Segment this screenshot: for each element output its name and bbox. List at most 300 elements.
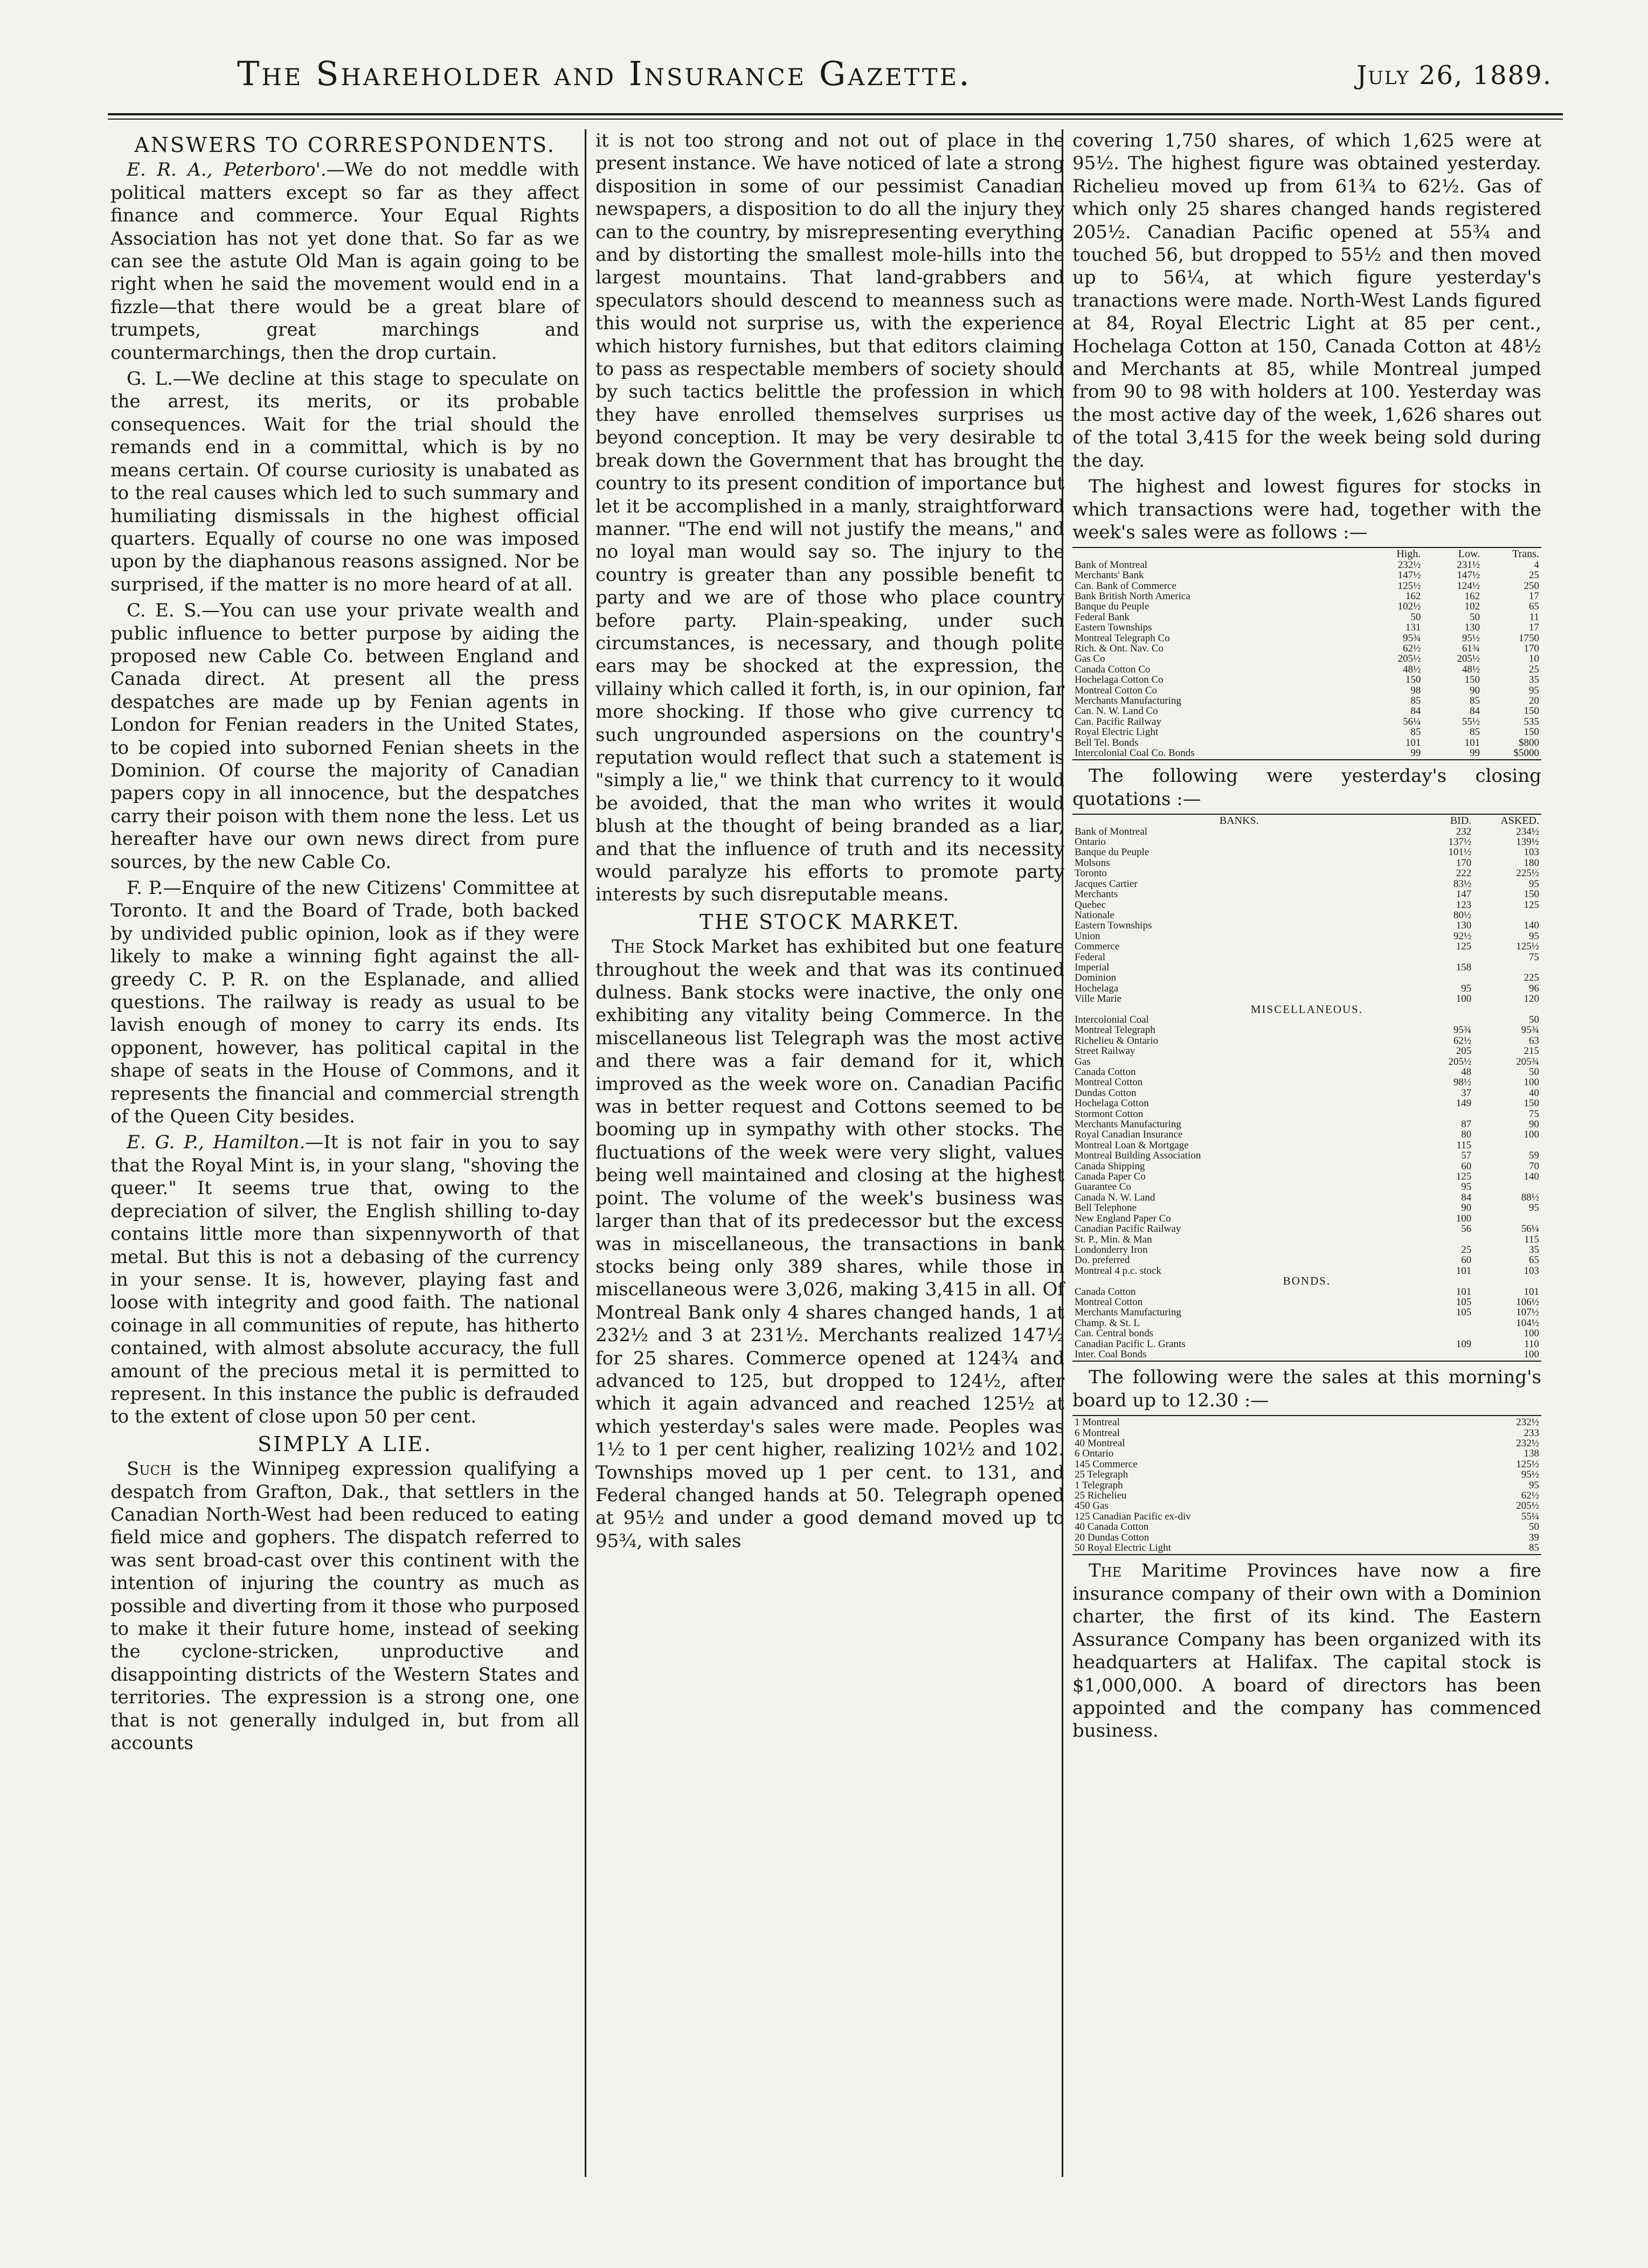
value-cell: 56 (1461, 1224, 1472, 1234)
paragraph-text: —You can use your private wealth and public influence to better purpose by aiding the proposed new Cable Co. between England and Canada direct. At present all the press despatches are made up by Fenian agents in London for Fenian readers in the United States, to be copied into suborned Fenian sheets in the Dominion. Of course the majority of Canadian papers copy in all innocence, but the despatches carry their poison with them none the less. Let us hereafter have our own news direct from pure sources, by the new Cable Co. (110, 600, 579, 873)
value-cell (1406, 973, 1474, 983)
paragraph-text: —We decline at this stage to speculate on the arrest, its merits, or its probable consequences. Wait for the trial should the remands end in a committal, which is by no means certain. Of course curiosity is unabated as to the real causes which led to such summary and humiliating dismissals in the highest official quarters. Equally of course no one was imposed upon by the diaphanous reasons assigned. Nor be surprised, if the matter is no more heard of at all. (110, 368, 579, 595)
stock-name-cell: Commerce (1075, 941, 1120, 952)
column-1 (110, 129, 579, 1758)
value-cell: 25 (1461, 1244, 1472, 1256)
value-cell: 150 (1464, 675, 1480, 685)
value-cell: 535 (1524, 716, 1539, 727)
value-cell: 150 (1524, 1098, 1539, 1109)
table-row (1072, 994, 1541, 1004)
column-divider (585, 129, 586, 2177)
sale-row (1072, 1543, 1541, 1553)
value-cell: 95 (1461, 983, 1472, 994)
top-rule-thin (108, 119, 1563, 120)
section-row (1072, 1004, 1541, 1015)
paragraph-text: —Enquire of the new Citizens' Committee at Toronto. It and the Board of Trade, both backed by undivided public opinion, look as if they were likely to make a winning fight against the all-greedy C. P. R. on the Esplanade, and allied questions. The railway is ready as usual to be lavish enough of money to carry its ends. Its opponent, however, has political capital in the shape of seats in the House of Commons, and it represents the financial and commercial strength of the Queen City besides. (110, 877, 579, 1128)
stock-name-cell: Canada Cotton (1075, 1067, 1136, 1078)
paragraph-lead: F. P. (127, 877, 163, 899)
value-cell: 4 (1534, 559, 1539, 571)
value-cell: 125½ (1397, 580, 1421, 591)
value-cell: 90 (1470, 685, 1480, 696)
paragraph (110, 367, 579, 596)
stock-name-cell: Bell Telephone (1075, 1203, 1137, 1213)
value-cell: 205 (1456, 1046, 1472, 1057)
value-cell: 170 (1456, 857, 1472, 869)
value-cell: 65 (1529, 1255, 1539, 1266)
value-cell: 130 (1456, 920, 1472, 931)
stock-name-cell: 6 Ontario (1075, 1448, 1114, 1460)
value-cell: 48½ (1462, 664, 1480, 675)
table-row (1072, 1171, 1541, 1182)
stock-name-cell: 20 Dundas Cotton (1075, 1531, 1150, 1543)
column-header: High. (1396, 549, 1421, 560)
stock-name-cell: 145 Commerce (1075, 1458, 1138, 1470)
value-cell: 150 (1524, 727, 1539, 738)
masthead (108, 48, 1563, 108)
stock-name-cell: Inter. Coal Bonds (1075, 1349, 1147, 1360)
closing-quotations-table (1072, 814, 1541, 1362)
table-row (1072, 1109, 1541, 1119)
stock-name-cell: Federal (1075, 952, 1105, 962)
value-cell: 130 (1464, 622, 1480, 633)
value-cell (1473, 910, 1541, 920)
morning-sales-table (1072, 1415, 1541, 1555)
table-row (1072, 612, 1541, 622)
value-cell: 125½ (1516, 941, 1539, 952)
value-cell: 17 (1529, 591, 1539, 602)
value-cell: 60 (1461, 1161, 1472, 1172)
section-label: MISCELLANEOUS. (1250, 1004, 1363, 1015)
table-row (1072, 717, 1541, 727)
value-cell (1406, 1349, 1474, 1360)
value-cell: $800 (1519, 737, 1539, 748)
value-cell: 233 (1524, 1427, 1539, 1439)
table-row (1072, 889, 1541, 899)
value-cell: 25 (1529, 570, 1539, 581)
stock-name-cell: Union (1075, 931, 1100, 942)
value-cell: 205½ (1457, 654, 1480, 664)
value-cell: 125½ (1516, 1458, 1539, 1470)
value-cell: 88½ (1521, 1192, 1539, 1203)
stock-name-cell: Montreal Cotton (1075, 1077, 1143, 1088)
value-cell: 140 (1524, 1171, 1539, 1182)
table-row (1072, 727, 1541, 737)
stock-name-cell: Merchants Manufacturing (1075, 1307, 1181, 1318)
sales-table (1072, 1417, 1541, 1553)
value-cell: 95¾ (1403, 633, 1421, 643)
value-cell: 101 (1405, 737, 1421, 748)
table-row (1072, 1266, 1541, 1276)
stock-name-cell: Montreal 4 p.c. stock (1075, 1265, 1161, 1277)
stock-name-cell: Bank of Montreal (1075, 559, 1148, 571)
table-row (1072, 900, 1541, 910)
stock-name-cell: Canada Cotton Co (1075, 664, 1151, 675)
value-cell: 147½ (1397, 570, 1421, 581)
table-row (1072, 570, 1541, 580)
stock-name-cell: Intercolonial Coal (1075, 1014, 1149, 1025)
table-row (1072, 837, 1541, 847)
value-cell: 85 (1410, 727, 1421, 738)
sale-row (1072, 1501, 1541, 1511)
value-cell: 170 (1524, 643, 1539, 654)
paragraph (110, 158, 579, 364)
paragraph: The following were the sales at this morning's board up to 12.30 :— (1072, 1367, 1541, 1411)
value-cell: 84 (1410, 706, 1421, 717)
stock-name-cell: Canada Cotton (1075, 1286, 1136, 1297)
top-rule (108, 113, 1563, 115)
value-cell: 87 (1461, 1119, 1472, 1130)
value-cell: 104½ (1516, 1317, 1539, 1329)
stock-name-cell: Royal Canadian Insurance (1075, 1129, 1183, 1140)
table-row (1072, 952, 1541, 962)
sale-row (1072, 1417, 1541, 1427)
paragraph-text: Stock Market has exhibited but one feature throughout the week and that was its continued dulness. Bank stocks were inactive, the only one exhibiting any vitality being Commerce. In the miscellaneous list Telegraph was the most active and there was a fair demand for it, which improved as the week wore on. Canadian Pacific was in better request and Cottons seemed to be booming up in sympathy with other stocks. The fluctuations of the week were very slight, values being well maintained and closing at the highest point. The volume of the week's business was larger than that of its predecessor but the excess was in miscellaneous, the transactions in bank stocks being only 389 shares, while those in miscellaneous were 3,026, making 3,415 in all. Of Montreal Bank only 4 shares changed hands, 1 at 232½ and 3 at 231½. Merchants realized 147½ for 25 shares. Commerce opened at 124¾ and advanced to 125, but dropped to 124½, after which it again advanced and reached 125½ at which yesterday's sales were made. Peoples was 1½ to 1 per cent higher, realizing 102½ and 102. Townships moved up 1 per cent. to 131, and Federal changed hands at 50. Telegraph opened at 95½ and under a good demand moved up to 95¾, with sales (596, 936, 1064, 1552)
value-cell: 100 (1524, 1349, 1539, 1360)
stock-name-cell: Nationale (1075, 910, 1114, 921)
table-row (1072, 601, 1541, 612)
value-cell: 95 (1529, 878, 1539, 890)
paragraph (110, 877, 579, 1128)
table-row (1072, 1161, 1541, 1171)
stock-name-cell: Can. Bank of Commerce (1075, 580, 1176, 591)
stock-name-cell: 1 Telegraph (1075, 1479, 1123, 1491)
stock-name-cell: Bank British North America (1075, 591, 1190, 602)
weekly-stock-table (1072, 547, 1541, 760)
value-cell: 232 (1456, 826, 1472, 837)
value-cell: 50 (1529, 1067, 1539, 1078)
column-header: ASKED. (1500, 816, 1539, 827)
table-row (1072, 748, 1541, 758)
value-cell: 50 (1529, 1521, 1539, 1533)
value-cell: 147 (1456, 889, 1472, 900)
value-cell: 125 (1456, 941, 1472, 952)
section-heading: SIMPLY A LIE. (257, 1432, 433, 1456)
stock-name-cell: Hochelaga Cotton Co (1075, 675, 1164, 685)
value-cell: 1750 (1519, 633, 1539, 643)
value-cell: 180 (1524, 857, 1539, 869)
stock-name-cell: Merchants' Bank (1075, 570, 1144, 581)
column-2 (596, 129, 1064, 1556)
value-cell: 102 (1464, 601, 1480, 612)
stock-name-cell: Ontario (1075, 837, 1106, 848)
table-row (1072, 1150, 1541, 1161)
value-cell: 234½ (1516, 826, 1539, 837)
column-3 (1072, 129, 1541, 1746)
value-cell: 222 (1456, 868, 1472, 879)
value-cell: 95¾ (1521, 1025, 1539, 1036)
stock-name-cell: Canada Paper Co (1075, 1171, 1146, 1182)
value-cell: 65 (1529, 601, 1539, 612)
table-row (1072, 581, 1541, 591)
stock-name-cell: Londonderry Iron (1075, 1244, 1148, 1256)
value-cell: 95¾ (1453, 1025, 1472, 1036)
value-cell: 57 (1461, 1150, 1472, 1161)
table-row (1072, 706, 1541, 716)
value-cell: 105 (1456, 1296, 1472, 1308)
table-row (1072, 1287, 1541, 1297)
sale-row (1072, 1480, 1541, 1490)
table-row (1072, 633, 1541, 643)
paragraph-lead: G. L. (127, 368, 173, 390)
value-cell: 215 (1524, 1046, 1539, 1057)
value-cell: 10 (1529, 654, 1539, 664)
weekly-table (1072, 549, 1541, 758)
value-cell: 106½ (1516, 1296, 1539, 1308)
value-cell: 40 (1529, 1087, 1539, 1099)
table-row (1072, 1077, 1541, 1087)
stock-name-cell: Canadian Pacific L. Grants (1075, 1338, 1186, 1349)
table-row (1072, 1046, 1541, 1056)
stock-name-cell: 40 Montreal (1075, 1438, 1125, 1449)
stock-name-cell: Jacques Cartier (1075, 878, 1138, 890)
sale-row (1072, 1438, 1541, 1448)
value-cell: 60 (1461, 1255, 1472, 1266)
stock-name-cell: Can. N. W. Land Co (1075, 706, 1158, 717)
stock-name-cell: 1 Montreal (1075, 1417, 1120, 1428)
table-row (1072, 983, 1541, 994)
table-row (1072, 643, 1541, 654)
value-cell: 85 (1470, 727, 1480, 738)
value-cell: 17 (1529, 622, 1539, 633)
stock-name-cell: 6 Montreal (1075, 1427, 1120, 1439)
value-cell: 11 (1529, 612, 1539, 623)
section-heading: ANSWERS TO CORRESPONDENTS. (134, 133, 556, 157)
value-cell: 62½ (1453, 1035, 1472, 1046)
stock-name-cell: Montreal Building Association (1075, 1150, 1201, 1161)
stock-name-cell: Quebec (1075, 899, 1106, 910)
value-cell: 232½ (1397, 559, 1421, 571)
stock-name-cell: Bank of Montreal (1075, 826, 1148, 837)
paragraph (1072, 1559, 1541, 1742)
stock-name-cell: Toronto (1075, 868, 1107, 879)
value-cell: 39 (1529, 1531, 1539, 1543)
value-cell: 225½ (1516, 868, 1539, 879)
value-cell: 123 (1456, 899, 1472, 910)
stock-name-cell: Canada N. W. Land (1075, 1192, 1155, 1203)
stock-name-cell: St. P., Min. & Man (1075, 1234, 1152, 1245)
value-cell (1473, 1213, 1541, 1224)
value-cell: 205½ (1516, 1500, 1539, 1512)
value-cell: 205½ (1448, 1056, 1472, 1067)
value-cell: 62½ (1521, 1490, 1539, 1502)
stock-name-cell: Stormont Cotton (1075, 1108, 1144, 1120)
table-row (1072, 879, 1541, 889)
value-cell (1406, 1015, 1474, 1025)
value-cell: 100 (1524, 1077, 1539, 1088)
stock-name-cell: Canada Shipping (1075, 1161, 1145, 1172)
value-cell: 150 (1524, 889, 1539, 900)
value-cell: 20 (1529, 696, 1539, 706)
table-row (1072, 1036, 1541, 1046)
value-cell: 37 (1461, 1087, 1472, 1099)
stock-name-cell: Banque du Peuple (1075, 847, 1150, 858)
value-cell: 232½ (1516, 1417, 1539, 1428)
value-cell: 232½ (1516, 1438, 1539, 1449)
value-cell: 100 (1456, 994, 1472, 1004)
value-cell: 138 (1524, 1448, 1539, 1460)
table-row (1072, 920, 1541, 931)
paragraph (110, 1131, 579, 1428)
value-cell: 158 (1456, 962, 1472, 973)
value-cell: 125 (1456, 1171, 1472, 1182)
stock-name-cell: 25 Richelieu (1075, 1490, 1127, 1502)
stock-name-cell: Banque du Peuple (1075, 601, 1150, 612)
value-cell: 95½ (1462, 633, 1480, 643)
stock-name-cell: Montreal Cotton Co (1075, 685, 1158, 696)
stock-name-cell: New England Paper Co (1075, 1213, 1171, 1224)
value-cell: 55¼ (1521, 1510, 1539, 1522)
value-cell: 115 (1524, 1234, 1539, 1245)
value-cell: 125 (1524, 899, 1539, 910)
value-cell: 162 (1464, 591, 1480, 602)
stock-name-cell: 40 Canada Cotton (1075, 1521, 1149, 1533)
sale-row (1072, 1490, 1541, 1501)
stock-name-cell: Eastern Townships (1075, 622, 1152, 633)
table-header-row (1072, 549, 1541, 559)
value-cell: 150 (1405, 675, 1421, 685)
table-row (1072, 1328, 1541, 1338)
value-cell: 105 (1456, 1307, 1472, 1318)
table-row (1072, 1339, 1541, 1349)
value-cell: 231½ (1457, 559, 1480, 571)
stock-name-cell: Can. Pacific Railway (1075, 716, 1161, 727)
stock-name-cell: Street Railway (1075, 1046, 1135, 1057)
value-cell: 90 (1461, 1203, 1472, 1213)
table-row (1072, 1203, 1541, 1213)
value-cell: 75 (1529, 1108, 1539, 1120)
table-row (1072, 1255, 1541, 1265)
value-cell: 99 (1470, 748, 1480, 759)
stock-name-cell: Champ. & St. L (1075, 1317, 1140, 1329)
paragraph: it is not too strong and not out of place in the present instance. We have noticed of late a strong disposition in some of our pessimist Canadian newspapers, a disposition to do all the injury they can to the country, by misrepresenting everything and by distorting the smallest mole-hills into the largest mountains. That land-grabbers and speculators should descend to meanness such as this would not surprise us, with the experience which history furnishes, but that editors claiming to pass as respectable members of society should by such tactics belittle the profession in which they have enrolled themselves surprises us beyond conception. It may be very desirable to break down the Government that has brought the country to its present condition of importance but let it be accomplished in a manly, straightforward manner. "The end will not justify the means," and no loyal man would say so. The injury to the country is greater than any possible benefit to party and we are of those who place country before party. Plain-speaking, under such circumstances, is necessary, and though polite ears may be shocked at the expression, the villainy which called it forth, is, in our opinion, far more shocking. If those who give currency to such ungrounded aspersions on the country's reputation would reflect that such a statement is "simply a lie," we think that currency to it would be avoided, that the man who writes it would blush at the thought of being branded as a liar, and that the influence of truth and its necessity would paralyze his efforts to promote party interests by such disreputable means. (596, 130, 1064, 906)
stock-name-cell: Gas (1075, 1056, 1091, 1067)
value-cell: 48½ (1403, 664, 1421, 675)
value-cell: 35 (1529, 675, 1539, 685)
table-row (1072, 738, 1541, 748)
closing-table (1072, 816, 1541, 1360)
stock-name-cell: Hochelaga Cotton (1075, 1098, 1149, 1109)
value-cell: 100 (1524, 1129, 1539, 1140)
value-cell: 162 (1405, 591, 1421, 602)
value-cell: 101 (1456, 1286, 1472, 1297)
value-cell (1406, 1109, 1474, 1119)
value-cell: 85 (1410, 696, 1421, 706)
paragraph-text: is the Winnipeg expression qualifying a despatch from Grafton, Dak., that settlers in the Canadian North-West had been reduced to eating field mice and gophers. The dispatch referred to was sent broad-cast over this continent with the intention of injuring the country as much as possible and diverting from it those who purposed to make it their future home, instead of seeking the cyclone-stricken, unproductive and disappointing districts of the Western States and territories. The expression is a strong one, one that is not generally indulged in, but from all accounts (110, 1458, 579, 1754)
stock-name-cell: Hochelaga (1075, 983, 1119, 994)
value-cell: 90 (1529, 1119, 1539, 1130)
value-cell: 115 (1456, 1140, 1472, 1151)
value-cell: 147½ (1457, 570, 1480, 581)
stock-name-cell: Merchants Manufacturing (1075, 1119, 1181, 1130)
sale-row (1072, 1459, 1541, 1469)
value-cell: 140 (1524, 920, 1539, 931)
issue-date: July 26, 1889. (1356, 60, 1552, 91)
sale-row (1072, 1428, 1541, 1438)
stock-name-cell: Imperial (1075, 962, 1110, 973)
value-cell: 101 (1524, 1286, 1539, 1297)
value-cell: 250 (1524, 580, 1539, 591)
table-row (1072, 1140, 1541, 1150)
table-row (1072, 847, 1541, 857)
table-row (1072, 1119, 1541, 1129)
section-label: BONDS. (1283, 1276, 1331, 1287)
stock-name-cell: Dundas Cotton (1075, 1087, 1137, 1099)
table-row (1072, 622, 1541, 633)
table-row (1072, 1307, 1541, 1317)
value-cell: 109 (1456, 1338, 1472, 1349)
value-cell: 98½ (1453, 1077, 1472, 1088)
value-cell: 83½ (1453, 878, 1472, 890)
value-cell: 102½ (1397, 601, 1421, 612)
paragraph (110, 599, 579, 873)
table-row (1072, 1224, 1541, 1234)
table-row (1072, 1088, 1541, 1098)
column-header: Low. (1458, 549, 1480, 560)
stock-name-cell: 25 Telegraph (1075, 1469, 1128, 1481)
paragraph-text: —It is not fair in you to say that the Royal Mint is, in your slang, "shoving the queer." It seems true that, owing to the depreciation of silver, the English shilling to-day contains little more than sixpennyworth of that metal. But this is not a debasing of the currency in your sense. It is, however, playing fast and loose with integrity and good faith. The national coinage in all communities of repute, has hitherto contained, with almost absolute accuracy, the full amount of the precious metal it is permitted to represent. In this instance the public is defrauded to the extent of close upon 50 per cent. (110, 1132, 579, 1428)
table-row (1072, 664, 1541, 675)
paragraph: The following were yesterday's closing quotations :— (1072, 765, 1541, 810)
stock-name-cell: Can. Central bonds (1075, 1328, 1154, 1339)
value-cell: 85 (1529, 1542, 1539, 1554)
value-cell: 75 (1529, 952, 1539, 962)
stock-name-cell: Montreal Telegraph Co (1075, 633, 1170, 643)
value-cell (1473, 1140, 1541, 1150)
table-row (1072, 1025, 1541, 1035)
value-cell: 80 (1461, 1129, 1472, 1140)
value-cell: 101 (1456, 1265, 1472, 1277)
sale-row (1072, 1522, 1541, 1532)
table-row (1072, 1297, 1541, 1307)
table-row (1072, 654, 1541, 664)
stock-name-cell: Bell Tel. Bonds (1075, 737, 1139, 748)
value-cell: 95 (1529, 1203, 1539, 1213)
value-cell: 35 (1529, 1244, 1539, 1256)
value-cell: 96 (1529, 983, 1539, 994)
stock-name-cell: Montreal Loan & Mortgage (1075, 1140, 1189, 1151)
value-cell: 95 (1529, 1479, 1539, 1491)
paragraph (596, 935, 1064, 1552)
value-cell: 101 (1464, 737, 1480, 748)
sale-row (1072, 1448, 1541, 1459)
stock-name-cell: Rich. & Ont. Nav. Co (1075, 643, 1164, 654)
value-cell: 110 (1524, 1338, 1539, 1349)
stock-name-cell: Merchants Manufacturing (1075, 696, 1181, 706)
column-header: BID. (1450, 816, 1472, 827)
table-header-row (1072, 816, 1541, 826)
stock-name-cell: Intercolonial Coal Co. Bonds (1075, 748, 1195, 759)
value-cell: 205¾ (1516, 1056, 1539, 1067)
paragraph (110, 1458, 579, 1754)
table-row (1072, 1182, 1541, 1192)
table-row (1072, 1245, 1541, 1255)
table-row (1072, 1349, 1541, 1360)
value-cell: 149 (1456, 1098, 1472, 1109)
paragraph-lead: E. G. P., Hamilton. (127, 1132, 306, 1154)
section-label: BANKS. (1219, 816, 1259, 827)
section-row (1072, 1276, 1541, 1286)
paragraph-lead: E. R. A., Peterboro'. (127, 159, 327, 181)
stock-name-cell: Montreal Cotton (1075, 1296, 1143, 1308)
table-row (1072, 685, 1541, 696)
value-cell: 150 (1524, 706, 1539, 717)
sale-row (1072, 1532, 1541, 1543)
value-cell: $5000 (1513, 748, 1539, 759)
stock-name-cell: 125 Canadian Pacific ex-div (1075, 1510, 1191, 1522)
stock-name-cell: Federal Bank (1075, 612, 1130, 623)
stock-name-cell: Richelieu & Ontario (1075, 1035, 1159, 1046)
value-cell: 48 (1461, 1067, 1472, 1078)
